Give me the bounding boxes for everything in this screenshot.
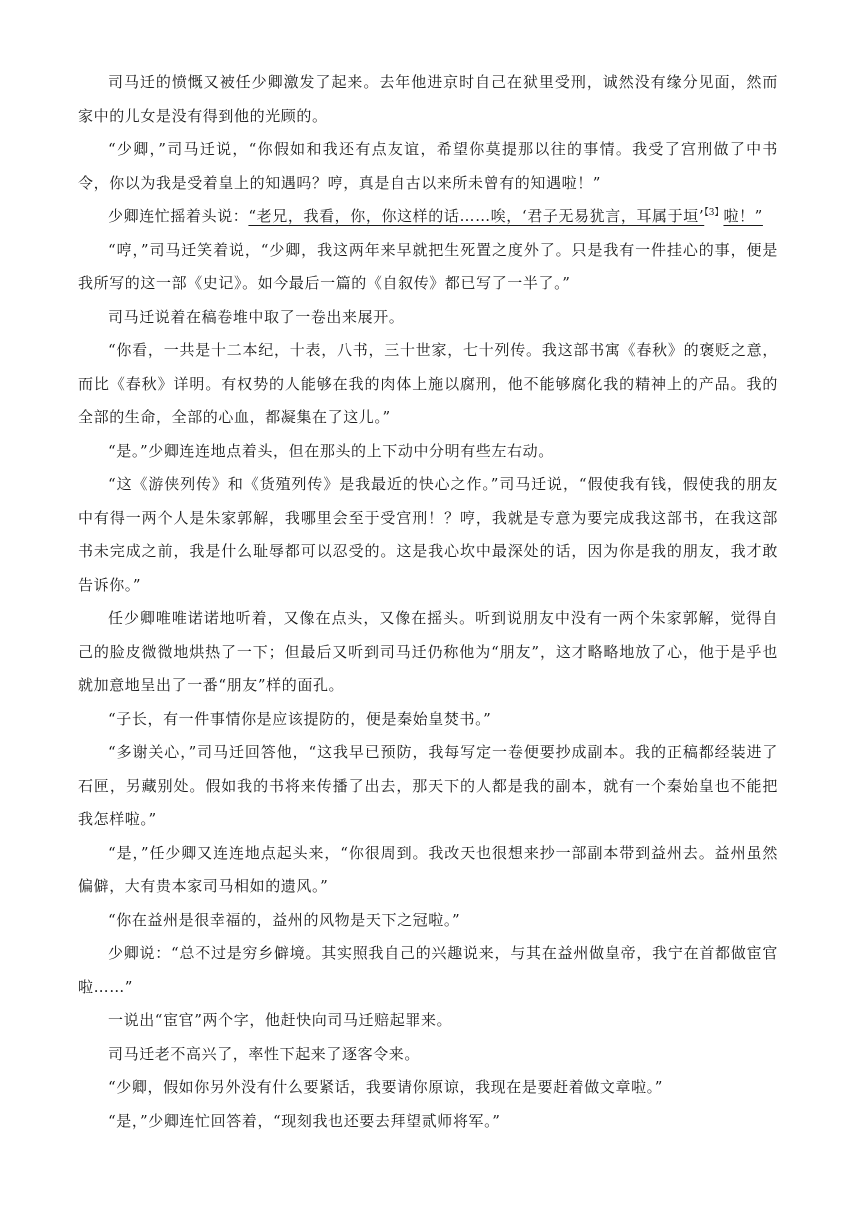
paragraph-3: [78, 200, 778, 234]
paragraph-2: “少卿，”司马迁说，“你假如和我还有点友谊，希望你莫提那以往的事情。我受了宫刑做了中书令，你以为我是受着皇上的知遇吗？哼，真是自古以来所未曾有的知遇啦！”: [78, 140, 778, 192]
paragraph-10: “子长，有一件事情你是应该提防的，便是秦始皇焚书。”: [108, 709, 492, 728]
paragraph-1: 司马迁的愤慨又被任少卿激发了起来。去年他进京时自己在狱里受刑，诚然没有缘分见面，然而家中的儿女是没有得到他的光顾的。: [78, 73, 778, 125]
paragraph-3-underlined-quote: “老兄，我看，你，你这样的话……唉，‘君子无易犹言，耳属于垣’: [248, 207, 705, 225]
footnote-marker: 【3】: [704, 208, 724, 218]
paragraph-3-lead: 少卿连忙摇着头说：: [108, 207, 249, 225]
paragraph-3-underlined-end: 啦！”: [723, 207, 763, 225]
paragraph-14: 少卿说：“总不过是穷乡僻境。其实照我自己的兴趣说来，与其在益州做皇帝，我宁在首都做宦官啦……”: [78, 944, 778, 996]
paragraph-15: 一说出“宦官”两个字，他赶快向司马迁赔起罪来。: [108, 1011, 453, 1029]
paragraph-11: “多谢关心，”司马迁回答他，“这我早已预防，我每写定一卷便要抄成副本。我的正稿都经装进了石匣，另藏别处。假如我的书将来传播了出去，那天下的人都是我的副本，就有一个秦始皇也不能把我怎样啦。”: [78, 743, 778, 828]
paragraph-18: “是，”少卿连忙回答着，“现刻我也还要去拜望贰师将军。”: [108, 1111, 501, 1130]
paragraph-9: 任少卿唯唯诺诺地听着，又像在点头，又像在摇头。听到说朋友中没有一两个朱家郭解，觉得自己的脸皮微微地烘热了一下；但最后又听到司马迁仍称他为“朋友”，这才略略地放了心，他于是乎也就加意地呈出了一番“朋友”样的面孔。: [78, 609, 778, 694]
paragraph-16: 司马迁老不高兴了，率性下起来了逐客令来。: [108, 1044, 421, 1063]
paragraph-12: “是，”任少卿又连连地点起头来，“你很周到。我改天也很想来抄一部副本带到益州去。益州虽然偏僻，大有贵本家司马相如的遗风。”: [78, 843, 778, 895]
document-body: [78, 66, 778, 1138]
paragraph-6: “你看，一共是十二本纪，十表，八书，三十世家，七十列传。我这部书寓《春秋》的褒贬之意，而比《春秋》详明。有权势的人能够在我的肉体上施以腐刑，他不能够腐化我的精神上的产品。我的全部的生命，全部的心血，都凝集在了这儿。”: [78, 341, 778, 426]
paragraph-17: “少卿，假如你另外没有什么要紧话，我要请你原谅，我现在是要赶着做文章啦。”: [108, 1078, 664, 1096]
paragraph-13: “你在益州是很幸福的，益州的风物是天下之冠啦。”: [108, 910, 461, 929]
paragraph-4: “哼，”司马迁笑着说，“少卿，我这两年来早就把生死置之度外了。只是我有一件挂心的事，便是我所写的这一部《史记》。如今最后一篇的《自叙传》都已写了一半了。”: [78, 240, 778, 292]
paragraph-5: 司马迁说着在稿卷堆中取了一卷出来展开。: [108, 307, 405, 326]
paragraph-8: “这《游侠列传》和《货殖列传》是我最近的快心之作。”司马迁说，“假使我有钱，假使我的朋友中有得一两个人是朱家郭解，我哪里会至于受宫刑！？哼，我就是专意为要完成我这部书，在我这部书未完成之前，我是什么耻辱都可以忍受的。这是我心坎中最深处的话，因为你是我的朋友，我才敢告诉你。”: [78, 475, 778, 594]
paragraph-7: “是。”少卿连连地点着头，但在那头的上下动中分明有些左右动。: [108, 441, 554, 460]
